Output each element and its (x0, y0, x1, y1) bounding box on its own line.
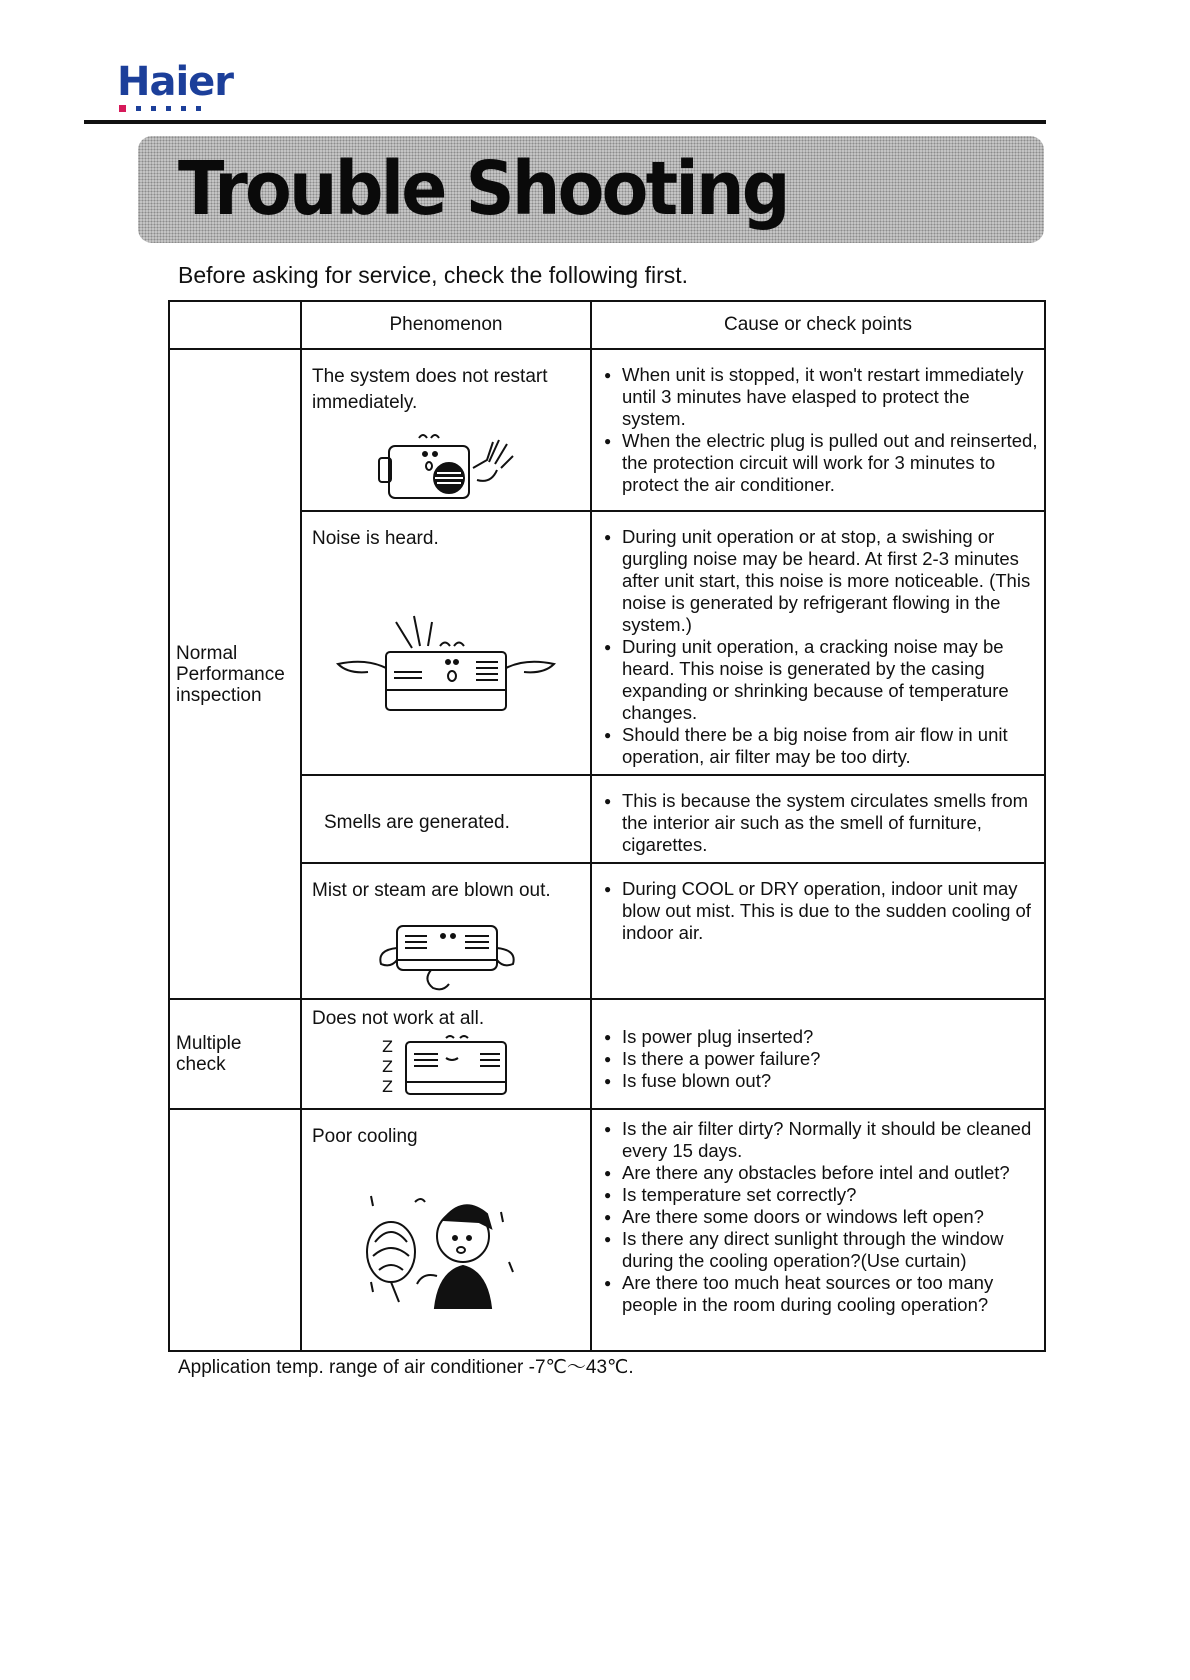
table-row (169, 1109, 1045, 1351)
phenomenon-label: The system does not restart immediately. (312, 366, 548, 413)
cause-list (604, 790, 1038, 856)
phenomenon-label: Does not work at all. (312, 1008, 485, 1029)
column-header-cause: Cause or check points (591, 301, 1045, 349)
table-row (169, 349, 1045, 511)
cause-item: ● During unit operation, a cracking noise may be heard. This noise is generated by the casing expanding or shrinking because of temperature changes. (604, 636, 1038, 724)
table-header-row (169, 301, 1045, 349)
table-row (169, 511, 1045, 775)
hot-person-fan-icon (351, 1172, 541, 1312)
cause-item: ● Are there some doors or windows left open? (604, 1206, 1038, 1228)
phenomenon-cell (301, 511, 591, 775)
sleeping-unit-icon (376, 1034, 516, 1100)
cause-list (604, 878, 1038, 944)
cause-list (604, 364, 1038, 496)
phenomenon-cell (301, 775, 591, 863)
unit-wave-hand-icon (361, 424, 531, 504)
cause-item: ● Is temperature set correctly? (604, 1184, 1038, 1206)
cause-item: ● Should there be a big noise from air flow in unit operation, air filter may be too dirty. (604, 724, 1038, 768)
category-empty (169, 1109, 301, 1351)
cause-item: ● During unit operation or at stop, a swishing or gurgling noise may be heard. At first 2-3 minutes after unit start, this noise is more noticeable. (This noise is generated by refrigerant flowing in the system.) (604, 526, 1038, 636)
application-temp-note: Application temp. range of air conditioner -7℃～43℃. (178, 1357, 634, 1378)
svg-text:Z: Z (382, 1057, 393, 1076)
category-multiple-check: Multiple check (169, 999, 301, 1109)
cause-item: ● When unit is stopped, it won't restart immediately until 3 minutes have elasped to protect the system. (604, 364, 1038, 430)
cause-cell (591, 775, 1045, 863)
table-row (169, 775, 1045, 863)
cause-list (604, 1026, 1038, 1092)
table-row (169, 863, 1045, 999)
cause-item: ● Are there too much heat sources or too many people in the room during cooling operation? (604, 1272, 1038, 1316)
troubleshooting-table (168, 300, 1046, 1352)
category-normal-performance: Normal Performance inspection (169, 349, 301, 999)
column-header-category (169, 301, 301, 349)
page-title: Trouble Shooting (178, 146, 788, 232)
header-rule (84, 120, 1046, 124)
cause-item: ● Is there any direct sunlight through the window during the cooling operation?(Use curtain) (604, 1228, 1038, 1272)
phenomenon-label: Noise is heard. (312, 528, 439, 549)
cause-cell (591, 349, 1045, 511)
title-banner (138, 136, 1044, 243)
column-header-phenomenon: Phenomenon (301, 301, 591, 349)
mist-unit-icon (361, 912, 531, 992)
phenomenon-label: Smells are generated. (324, 812, 510, 833)
phenomenon-label: Mist or steam are blown out. (312, 880, 551, 901)
cause-cell (591, 863, 1045, 999)
haier-logo (117, 60, 233, 112)
cause-cell (591, 1109, 1045, 1351)
cause-item: ● Is the air filter dirty? Normally it should be cleaned every 15 days. (604, 1118, 1038, 1162)
brand-name: Haier (117, 59, 234, 105)
svg-text:Z: Z (382, 1077, 393, 1096)
logo-dots (117, 106, 233, 112)
cause-item: ● This is because the system circulates smells from the interior air such as the smell of furniture, cigarettes. (604, 790, 1038, 856)
cause-item: ● Is fuse blown out? (604, 1070, 1038, 1092)
cause-item: ● Are there any obstacles before intel and outlet? (604, 1162, 1038, 1184)
cause-item: ● Is there a power failure? (604, 1048, 1038, 1070)
cause-list (604, 526, 1038, 768)
cause-cell (591, 511, 1045, 775)
noisy-unit-icon (326, 612, 566, 722)
phenomenon-cell (301, 349, 591, 511)
cause-item: ● During COOL or DRY operation, indoor unit may blow out mist. This is due to the sudden cooling of indoor air. (604, 878, 1038, 944)
cause-item: ● Is power plug inserted? (604, 1026, 1038, 1048)
intro-text: Before asking for service, check the following first. (178, 262, 689, 288)
phenomenon-label: Poor cooling (312, 1126, 418, 1147)
phenomenon-cell (301, 863, 591, 999)
phenomenon-cell (301, 1109, 591, 1351)
phenomenon-cell (301, 999, 591, 1109)
svg-text:Z: Z (382, 1037, 393, 1056)
cause-cell (591, 999, 1045, 1109)
table-row (169, 999, 1045, 1109)
cause-item: ● When the electric plug is pulled out and reinserted, the protection circuit will work for 3 minutes to protect the air conditioner. (604, 430, 1038, 496)
cause-list (604, 1118, 1038, 1316)
